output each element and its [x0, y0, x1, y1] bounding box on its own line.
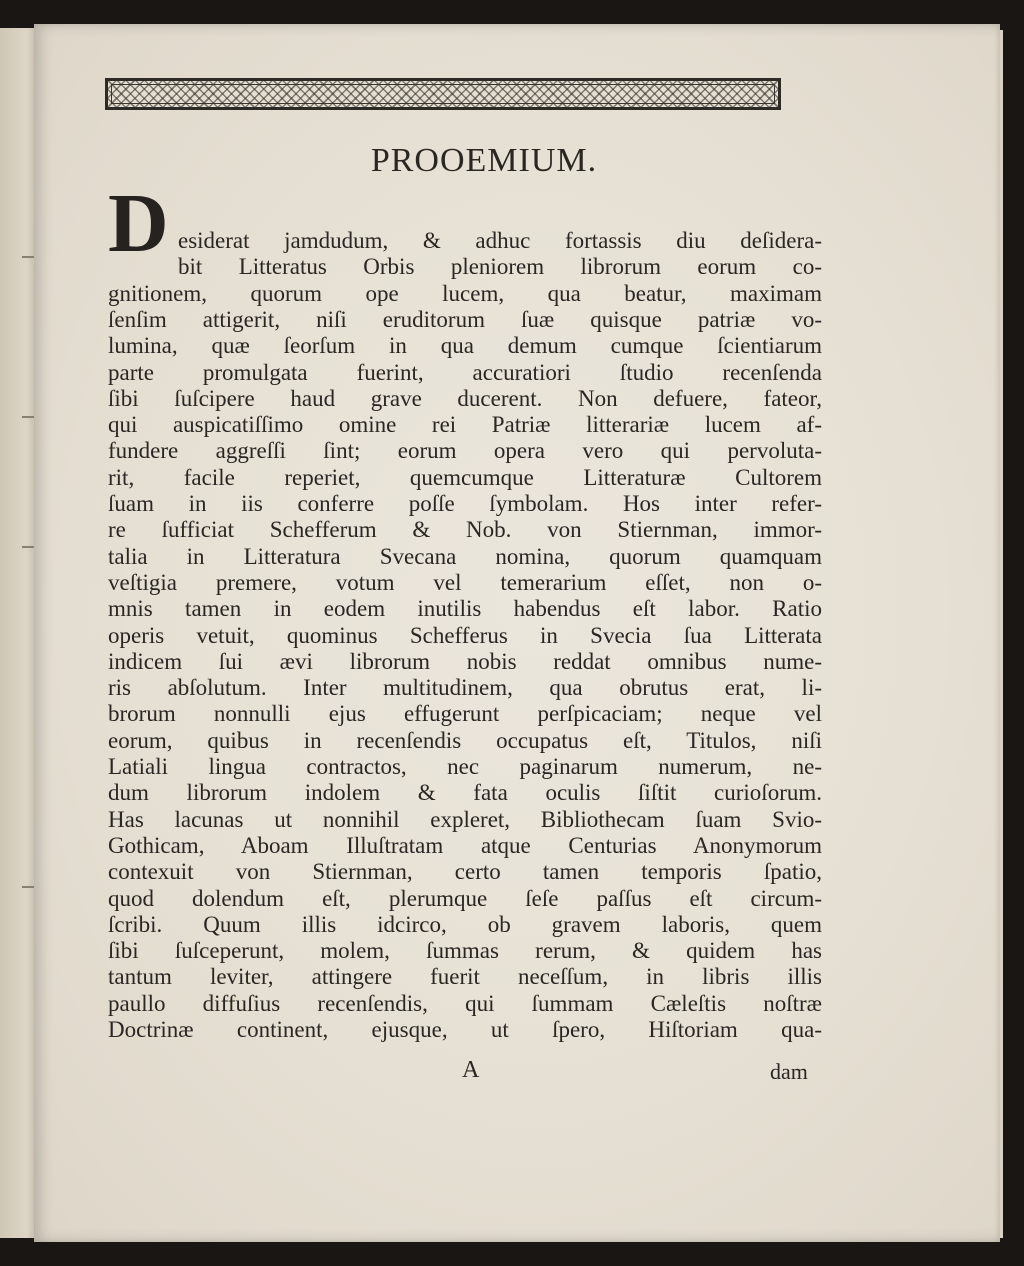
text-line: rit, facile reperiet, quemcumque Litteraturæ Cultorem [108, 464, 822, 490]
text-line: Latiali lingua contractos, nec paginarum numerum, ne- [108, 754, 822, 779]
text-line: contexuit von Stiernman, certo tamen temporis ſpatio, [108, 859, 822, 885]
text-line: ſenſim attigerit, niſi eruditorum ſuæ quisque patriæ vo- [108, 306, 822, 332]
text-line: bit Litteratus Orbis pleniorem librorum eorum co- [178, 254, 822, 280]
text-line: talia in Litteratura Svecana nomina, quorum quamquam [108, 543, 822, 569]
catchword: dam [770, 1059, 808, 1084]
text-line: ſuam in iis conferre poſſe ſymbolam. Hos inter refer- [108, 491, 822, 516]
drop-capital: D [108, 177, 169, 270]
text-line: tantum leviter, attingere fuerit neceſſum, in libris illis [108, 964, 822, 990]
text-line: Has lacunas ut nonnihil expleret, Bibliothecam ſuam Svio- [108, 806, 822, 832]
text-line: dum librorum indolem & fata oculis ſiſtit curioſorum. [108, 780, 822, 806]
text-line: ris abſolutum. Inter multitudinem, qua obrutus erat, li- [108, 675, 822, 701]
text-line: ſibi ſuſcipere haud grave ducerent. Non defuere, fateor, [108, 385, 822, 411]
text-line: indicem ſui ævi librorum nobis reddat omnibus nume- [108, 648, 822, 674]
text-line: ſibi ſuſceperunt, molem, ſummas rerum, & quidem has [108, 938, 822, 964]
text-line: qui auspicatiſſimo omine rei Patriæ litterariæ lucem af- [108, 412, 822, 438]
text-line: Gothicam, Aboam Illuſtratam atque Centurias Anonymorum [108, 832, 822, 858]
signature-mark: A [462, 1057, 480, 1083]
page-title: PROOEMIUM. [370, 142, 598, 179]
text-line: mnis tamen in eodem inutilis habendus eſt labor. Ratio [108, 596, 822, 622]
text-line: brorum nonnulli ejus effugerunt perſpicaciam; neque vel [108, 701, 822, 727]
text-line: veſtigia premere, votum vel temerarium eſſet, non o- [108, 569, 822, 595]
left-page-edge [0, 28, 38, 1238]
text-line: ſcribi. Quum illis idcirco, ob gravem laboris, quem [108, 911, 822, 937]
text-line: eorum, quibus in recenſendis occupatus eſt, Titulos, niſi [108, 727, 822, 753]
text-line: gnitionem, quorum ope lucem, qua beatur, maximam [108, 280, 822, 306]
headpiece-ornament [105, 78, 781, 110]
text-line: esiderat jamdudum, & adhuc fortassis diu deſidera- [178, 228, 822, 253]
text-line: quod dolendum eſt, plerumque ſeſe paſſus eſt circum- [108, 885, 822, 911]
text-line: lumina, quæ ſeorſum in qua demum cumque ſcientiarum [108, 333, 822, 359]
text-line: re ſufficiat Schefferum & Nob. von Stiernman, immor- [108, 517, 822, 543]
text-line: paullo diffuſius recenſendis, qui ſummam Cæleſtis noſtræ [108, 990, 822, 1016]
text-line: operis vetuit, quominus Schefferus in Svecia ſua Litterata [108, 622, 822, 648]
text-line: Doctrinæ continent, ejusque, ut ſpero, Hiſtoriam qua- [108, 1017, 822, 1042]
text-line: fundere aggreſſi ſint; eorum opera vero qui pervoluta- [108, 438, 822, 464]
text-line: parte promulgata fuerint, accuratiori ſtudio recenſenda [108, 359, 822, 385]
